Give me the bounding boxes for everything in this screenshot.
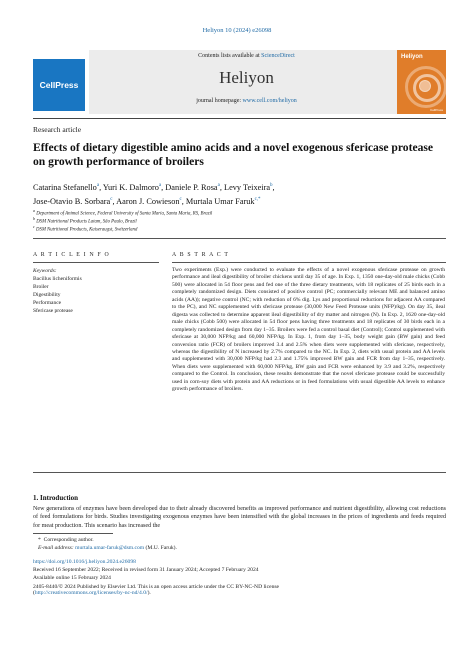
keyword: Sfericase protease bbox=[33, 308, 73, 314]
keywords-label: Keywords: bbox=[33, 268, 57, 274]
journal-name: Heliyon bbox=[219, 68, 274, 87]
article-type: Research article bbox=[33, 125, 82, 134]
email-link[interactable]: murtala.umar-faruk@dsm.com bbox=[75, 545, 145, 551]
abstract-heading: A B S T R A C T bbox=[172, 252, 230, 258]
author-list: Catarina Stefanello$^a$, Yuri K. Dalmoro$^a$, Daniele P. Rosa$^a$, Levy Teixeira$^b$, Jose-Otavio B. Sorbara$^c$, Aaron J. Cowieson$^c$, Murtala Umar Faruk$^{c,*}$ bbox=[33, 182, 275, 207]
contents-line bbox=[89, 53, 404, 59]
affiliation: $^a$ Department of Animal Science, Federal University of Santa Maria, Santa Maria, RS, Brazil bbox=[33, 208, 213, 217]
keyword: Performance bbox=[33, 300, 62, 306]
article-info-rule bbox=[33, 262, 159, 263]
abstract-rule bbox=[172, 262, 446, 263]
affiliation: $^b$ DSM Nutritional Products Latam, São Paulo, Brazil bbox=[33, 216, 137, 225]
license-link[interactable]: http://creativecommons.org/licenses/by-nc-nd/4.0/ bbox=[34, 590, 148, 596]
license-note: 2405-8440/© 2024 Published by Elsevier Ltd. This is an open access article under the CC BY-NC-ND license (http://creativecommons.org/licenses/by-nc-nd/4.0/). bbox=[33, 584, 280, 596]
email-label: E-mail address: bbox=[38, 545, 74, 551]
keyword: Broiler bbox=[33, 284, 49, 290]
email-note: E-mail address: murtala.umar-faruk@dsm.com (M.U. Faruk). bbox=[38, 545, 177, 551]
affiliation: $^c$ DSM Nutritional Products, Kaiseraugst, Switzerland bbox=[33, 224, 138, 233]
author-affiliation-mark[interactable]: a bbox=[96, 183, 100, 188]
author: Daniele P. Rosa bbox=[165, 182, 218, 192]
article-title: Effects of dietary digestible amino acids and a novel exogenous sfericase protease on growth performance of broilers bbox=[33, 141, 434, 168]
author-affiliation-mark[interactable]: c bbox=[179, 197, 182, 203]
cellpress-logo-text: CellPress bbox=[39, 80, 79, 90]
running-head: Heliyon 10 (2024) e26098 bbox=[202, 27, 272, 34]
sciencedirect-link[interactable]: ScienceDirect bbox=[261, 53, 295, 59]
homepage-line bbox=[89, 98, 404, 104]
author-affiliation-mark[interactable]: c bbox=[110, 197, 113, 203]
journal-header bbox=[33, 50, 446, 114]
introduction-heading: 1. Introduction bbox=[33, 494, 78, 502]
journal-cover-image bbox=[397, 50, 446, 114]
contents-prefix: Contents lists available at bbox=[198, 53, 260, 59]
author-affiliation-mark[interactable]: a bbox=[217, 183, 220, 188]
author: Aaron J. Cowieson bbox=[116, 197, 180, 207]
abstract-body: Two experiments (Exp.) were conducted to evaluate the effects of a novel exogenous sfericase protease on growth performance and ileal digestibility of broiler chickens until day 35 of age. In Exp. 1, 1350 one-day-old male chicks (Cobb 500) were allocated in 54 floor pens and fed one of the three dietary treatments, with 18 replicates of 25 birds each in a completely randomized design. Diets consisted of positive control (PC; commercially relevant ME and balanced amino acids (AA)); negative control (NC; with reduction of 6% dig. Lys and proportional reductions for adjacent AA compared to the PC), and NC supplemented with sfericase protease (30,000 New Feed Protease units (NFP)/kg). On day 35, ileal digesta was collected to determine apparent ileal digestibility of dry matter and nitrogen (N). In Exp. 2, 1620 one-day-old male chicks (Cobb 500) were allocated in 54 floor pens having three treatments and 18 replicates of 30 birds each in a completely randomized design from day 1–35. Broilers were fed a control basal diet (Control); Control supplemented with sfericase at 30,000 NFP/kg and 60,000 NFP/kg. In Exp. 1, from day 1–35, body weight gain (BW gain) and feed conversion ratio (FCR) of broilers improved 3.4 and 2.5% when diets were supplemented with sfericase, respectively, whereas the digestibility of N increased by 2.7% compared to the NC. In Exp. 2, diets with usual protein and AA levels and supplemented with 30,000 NFP/kg had 2.3 and 1.75% improved BW gain and FCR from day 1–35, respectively. When diets were supplemented with 60,000 NFP/kg, BW gain and FCR were enhanced by 3.9 and 3.2%, respectively compared to the Control. In conclusion, these results demonstrate that the novel sfericase protease could be successfully used in corn-soy diets with protein and AA reductions or in feed formulations with usual digestible AA levels to enhance growth performance of broilers. bbox=[172, 267, 445, 393]
author-affiliation-mark[interactable]: c,* bbox=[254, 197, 261, 203]
author: Jose-Otavio B. Sorbara bbox=[33, 197, 111, 207]
keyword: Digestibility bbox=[33, 292, 61, 298]
footnote-rule bbox=[33, 533, 113, 534]
cellpress-logo bbox=[33, 59, 85, 111]
author: Murtala Umar Faruk bbox=[185, 197, 255, 207]
journal-homepage-link[interactable]: www.cell.com/heliyon bbox=[242, 98, 297, 104]
doi-link[interactable]: https://doi.org/10.1016/j.heliyon.2024.e26098 bbox=[33, 559, 136, 565]
cover-footer: CellPress bbox=[430, 108, 443, 112]
homepage-prefix: journal homepage: bbox=[196, 98, 242, 104]
author: Levy Teixeira bbox=[224, 182, 271, 192]
author: Catarina Stefanello bbox=[33, 182, 97, 192]
author-affiliation-mark[interactable]: b bbox=[270, 183, 273, 188]
author-affiliation-mark[interactable]: a bbox=[158, 183, 162, 188]
cover-title: Heliyon bbox=[401, 54, 423, 60]
author: Yuri K. Dalmoro bbox=[102, 182, 159, 192]
abstract-bottom-rule bbox=[33, 472, 446, 473]
article-info-heading: A R T I C L E I N F O bbox=[33, 252, 110, 258]
corresponding-author-note: * Corresponding author. bbox=[38, 537, 94, 543]
keyword: Bacillus licheniformis bbox=[33, 276, 82, 282]
available-online: Available online 15 February 2024 bbox=[33, 575, 111, 581]
received-dates: Received 16 September 2022; Received in revised form 31 January 2024; Accepted 7 February 2024 bbox=[33, 567, 259, 573]
header-rule bbox=[33, 118, 446, 119]
affiliation-divider bbox=[33, 238, 446, 239]
introduction-body: New generations of enzymes have been developed due to their already discovered benefits as improved performance and nutrient digestibility, allowing cost reductions of feed formulations for birds. Studies investigating exogenous enzymes have been intensified with the global increases in the prices of ingredients and feeds required for meat production. This scenario has increased the bbox=[33, 506, 446, 529]
journal-header-banner bbox=[89, 50, 404, 114]
